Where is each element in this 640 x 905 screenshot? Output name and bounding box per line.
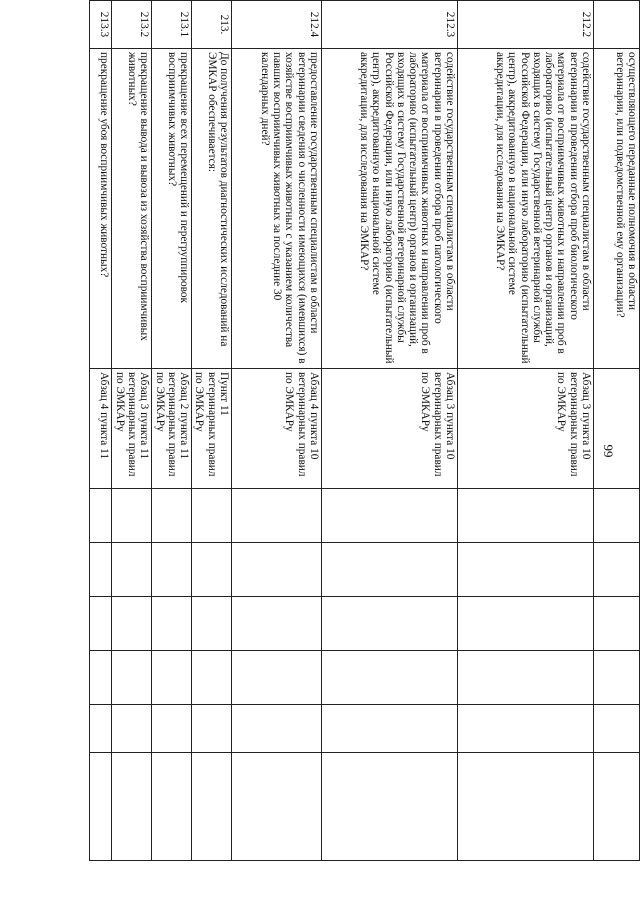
question-text: содействие государственным специалистам в области ветеринарии в проведении отбора проб биологического материала от восприимчивых животных и направлении проб в лабораторию (испытательный центр) органов и организаций, входящих в систему Государственной ветеринарной службы Российской Федерации, или иную лабораторию (испытательный центр), аккредитованную в национальной системе аккредитации, для исследования на ЭМКАР?	[458, 49, 594, 369]
notes-cell	[458, 753, 594, 861]
answer-cell-no	[458, 543, 594, 597]
answer-cell-extra	[192, 651, 232, 705]
table-row	[458, 1, 594, 861]
question-text: До получения результатов диагностических исследований на ЭМКАР обеспечивается:	[192, 49, 232, 369]
reference-text: Абзац 3 пункта 11 ветеринарных правил по ЭМКАРу	[112, 369, 152, 489]
answer-cell-yes	[458, 489, 594, 543]
answer-cell-extra	[112, 705, 152, 753]
question-text: предоставление государственным специалистам в области ветеринарии сведения о численности имеющихся (имевшихся) в хозяйстве восприимчивых животных с указанием количества павших восприимчивых животных за последние 30 календарных дней?	[232, 49, 322, 369]
answer-cell-extra	[322, 705, 458, 753]
answer-cell-extra	[594, 705, 640, 753]
question-text: прекращение вывода и вывоза из хозяйства восприимчивых животных?	[112, 49, 152, 369]
answer-cell-extra	[594, 651, 640, 705]
answer-cell-extra	[152, 651, 192, 705]
answer-cell-no	[90, 543, 112, 597]
row-number: 213.3	[90, 1, 112, 49]
notes-cell	[112, 753, 152, 861]
table-row	[152, 1, 192, 861]
reference-text	[594, 369, 640, 489]
answer-cell-no	[192, 543, 232, 597]
answer-cell-na	[232, 597, 322, 651]
row-number: 212.3	[322, 1, 458, 49]
answer-cell-extra	[90, 651, 112, 705]
answer-cell-na	[594, 597, 640, 651]
answer-cell-na	[90, 597, 112, 651]
reference-text: Пункт 11 ветеринарных правил по ЭМКАРу	[192, 369, 232, 489]
checklist-table	[89, 0, 640, 861]
table-row	[322, 1, 458, 861]
notes-cell	[152, 753, 192, 861]
answer-cell-na	[152, 597, 192, 651]
answer-cell-extra	[90, 705, 112, 753]
answer-cell-extra	[112, 651, 152, 705]
notes-cell	[90, 753, 112, 861]
answer-cell-yes	[232, 489, 322, 543]
row-number: 212.4	[232, 1, 322, 49]
row-number: 212.2	[458, 1, 594, 49]
notes-cell	[322, 753, 458, 861]
answer-cell-extra	[232, 705, 322, 753]
answer-cell-extra	[192, 705, 232, 753]
notes-cell	[192, 753, 232, 861]
reference-text: Абзац 4 пункта 11	[90, 369, 112, 489]
reference-text: Абзац 2 пункта 11 ветеринарных правил по ЭМКАРу	[152, 369, 192, 489]
table-row	[192, 1, 232, 861]
question-text: содействие государственным специалистам в области ветеринарии в проведении отбора проб патологического материала от восприимчивых животных и направлении проб в лабораторию (испытательный центр) органов и организаций, входящих в систему Государственной ветеринарной службы Российской Федерации, или иную лабораторию (испытательный центр), аккредитованную в национальной системе аккредитации, для исследования на ЭМКАР?	[322, 49, 458, 369]
answer-cell-na	[322, 597, 458, 651]
answer-cell-yes	[192, 489, 232, 543]
reference-text: Абзац 4 пункта 10 ветеринарных правил по ЭМКАРу	[232, 369, 322, 489]
row-number: 213.	[192, 1, 232, 49]
page-number: 99	[601, 444, 616, 458]
row-number: 213.1	[152, 1, 192, 49]
row-number: 213.2	[112, 1, 152, 49]
reference-text: Абзац 3 пункта 10 ветеринарных правил по ЭМКАРу	[322, 369, 458, 489]
answer-cell-extra	[322, 651, 458, 705]
answer-cell-no	[152, 543, 192, 597]
answer-cell-extra	[458, 705, 594, 753]
table-row	[232, 1, 322, 861]
table-row	[112, 1, 152, 861]
answer-cell-no	[322, 543, 458, 597]
answer-cell-na	[112, 597, 152, 651]
question-text: осуществляющего переданные полномочия в области ветеринарии, или подведомственной ему организации?	[594, 49, 640, 369]
answer-cell-yes	[112, 489, 152, 543]
notes-cell	[232, 753, 322, 861]
answer-cell-yes	[594, 489, 640, 543]
notes-cell	[594, 753, 640, 861]
answer-cell-yes	[152, 489, 192, 543]
table-row	[594, 1, 640, 861]
answer-cell-na	[458, 597, 594, 651]
table-row	[90, 1, 112, 861]
answer-cell-no	[232, 543, 322, 597]
answer-cell-no	[594, 543, 640, 597]
answer-cell-extra	[232, 651, 322, 705]
answer-cell-na	[192, 597, 232, 651]
answer-cell-no	[112, 543, 152, 597]
rotated-table-page	[50, 0, 640, 860]
answer-cell-yes	[322, 489, 458, 543]
answer-cell-extra	[152, 705, 192, 753]
row-number	[594, 1, 640, 49]
question-text: прекращение убоя восприимчивых животных?	[90, 49, 112, 369]
answer-cell-extra	[458, 651, 594, 705]
answer-cell-yes	[90, 489, 112, 543]
question-text: прекращение всех перемещений и перегруппировок восприимчивых животных?	[152, 49, 192, 369]
reference-text: Абзац 3 пункта 10 ветеринарных правил по ЭМКАРу	[458, 369, 594, 489]
